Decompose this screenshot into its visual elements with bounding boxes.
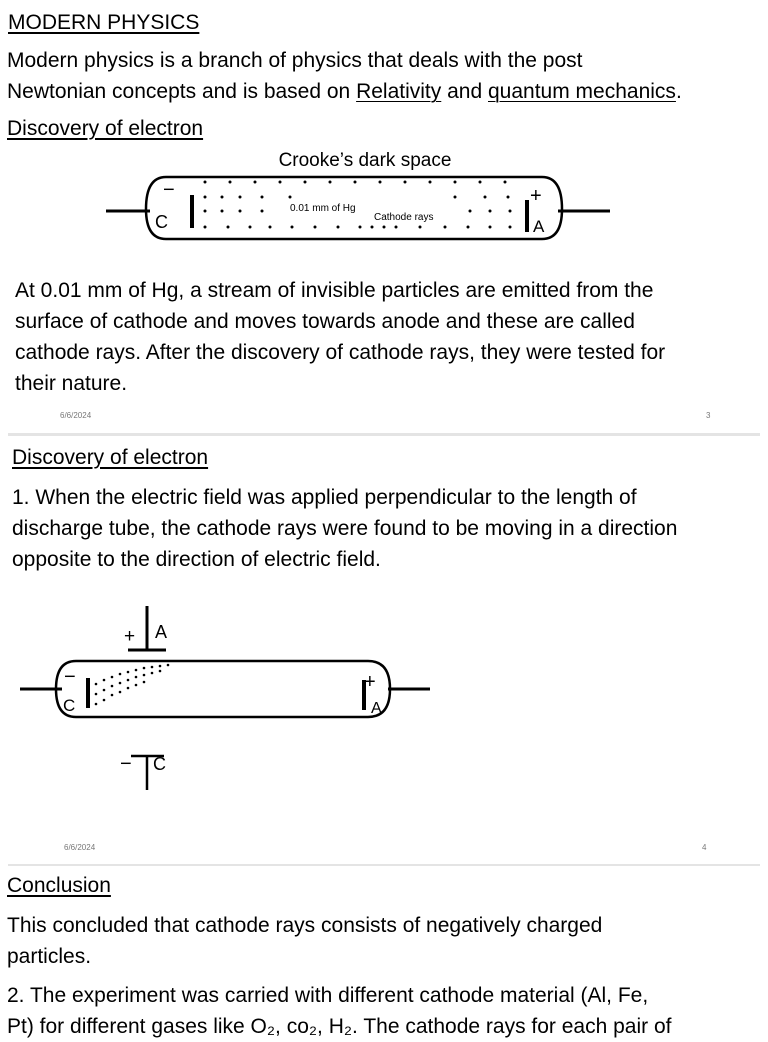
para-line-3: cathode rays. After the discovery of cathode rays, they were tested for bbox=[15, 341, 666, 364]
slide-number: 3 bbox=[706, 411, 711, 420]
bottom-plate-sign: − bbox=[120, 753, 132, 775]
para-line-1: This concluded that cathode rays consists of negatively charged bbox=[7, 914, 603, 937]
para-line-4: Pt) for different gases like O₂, co₂, H₂. The cathode rays for each pair of bbox=[7, 1015, 672, 1038]
discharge-tube-diagram bbox=[0, 140, 768, 250]
slide-number: 4 bbox=[702, 843, 707, 852]
cathode-label: C bbox=[63, 696, 76, 715]
cathode-rays-label: Cathode rays bbox=[374, 212, 434, 223]
gas-particles bbox=[204, 181, 512, 229]
para-line-2: surface of cathode and moves towards anode and these are called bbox=[15, 310, 635, 333]
para-line-3: 2. The experiment was carried with different cathode material (Al, Fe, bbox=[7, 984, 649, 1007]
bottom-plate-label: C bbox=[153, 754, 166, 774]
cathode-sign: − bbox=[64, 666, 76, 688]
para-line-1: At 0.01 mm of Hg, a stream of invisible particles are emitted from the bbox=[15, 279, 654, 302]
intro-line-1: Modern physics is a branch of physics that deals with the post bbox=[7, 49, 583, 72]
deflected-rays bbox=[95, 664, 170, 706]
intro-line-2 bbox=[7, 76, 682, 107]
slide-4 bbox=[0, 438, 768, 862]
intro-text-a: Newtonian concepts and is based on bbox=[7, 80, 357, 103]
cathode-label: C bbox=[155, 212, 168, 232]
electric-field-diagram bbox=[0, 598, 768, 838]
cathode-plate bbox=[86, 678, 90, 708]
slide-title: MODERN PHYSICS bbox=[8, 11, 200, 34]
anode-label: A bbox=[371, 700, 382, 717]
para-line-2: discharge tube, the cathode rays were found to be moving in a direction bbox=[12, 517, 678, 540]
cathode-sign: − bbox=[163, 179, 175, 201]
intro-text-c: . bbox=[675, 80, 682, 103]
slide-5 bbox=[0, 866, 768, 1038]
quantum-mechanics-link[interactable]: quantum mechanics bbox=[488, 80, 676, 103]
anode-sign: + bbox=[530, 185, 542, 207]
slide-date: 6/6/2024 bbox=[60, 411, 92, 420]
section-heading: Discovery of electron bbox=[12, 446, 209, 469]
intro-text-b: and bbox=[441, 80, 488, 103]
para-line-4: their nature. bbox=[15, 372, 128, 395]
top-plate-sign: + bbox=[124, 626, 136, 647]
relativity-link[interactable]: Relativity bbox=[356, 80, 442, 103]
section-heading: Conclusion bbox=[7, 874, 111, 897]
glass-tube bbox=[56, 661, 390, 717]
cathode-plate bbox=[190, 195, 194, 228]
top-plate-label: A bbox=[155, 622, 168, 642]
slide-date: 6/6/2024 bbox=[64, 843, 96, 852]
slide-divider bbox=[8, 433, 760, 436]
para-line-1: 1. When the electric field was applied perpendicular to the length of bbox=[12, 486, 637, 509]
anode-sign: + bbox=[364, 671, 376, 693]
slide-3 bbox=[0, 0, 768, 432]
diagram-title: Crooke’s dark space bbox=[278, 150, 452, 171]
anode-plate bbox=[525, 200, 529, 232]
section-heading: Discovery of electron bbox=[7, 117, 204, 140]
pressure-label: 0.01 mm of Hg bbox=[290, 203, 356, 214]
anode-label: A bbox=[533, 217, 545, 236]
para-line-3: opposite to the direction of electric field. bbox=[12, 548, 381, 571]
para-line-2: particles. bbox=[7, 945, 92, 968]
